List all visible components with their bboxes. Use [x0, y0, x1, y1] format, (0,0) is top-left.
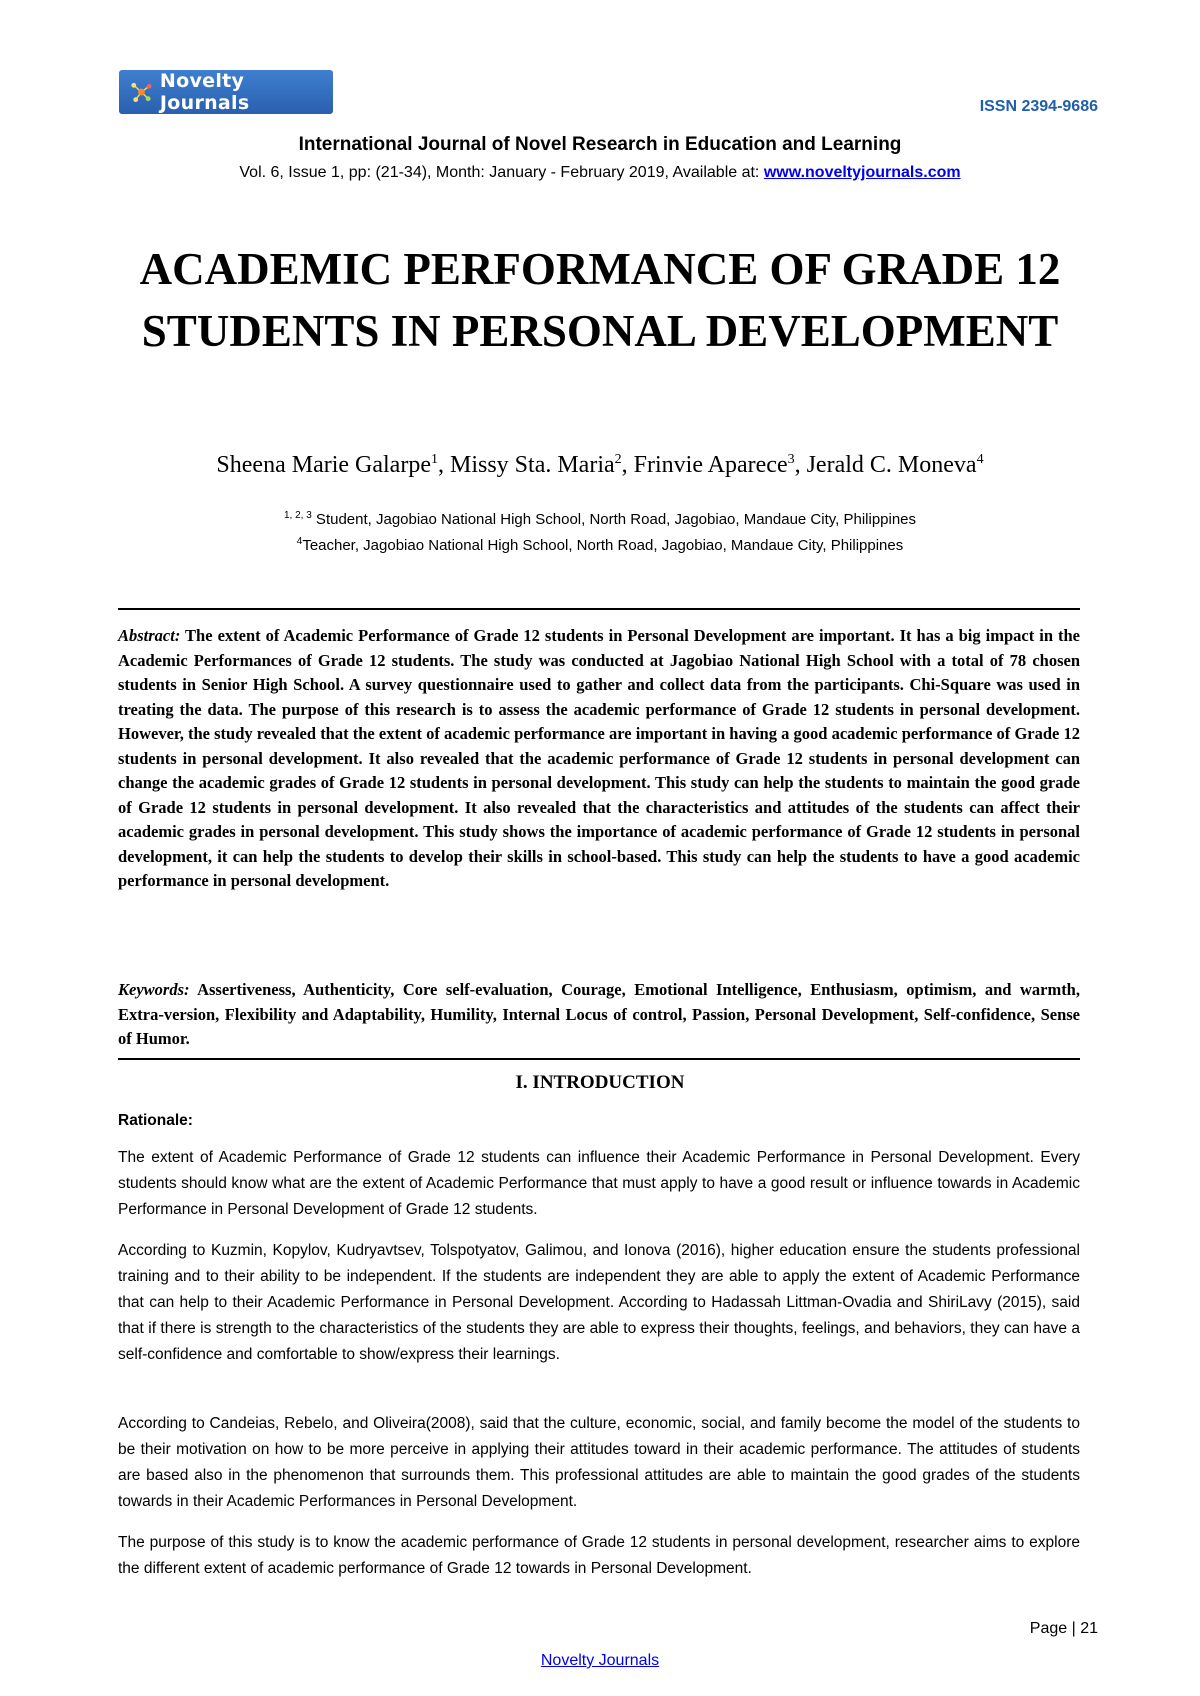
intro-paragraph: According to Candeias, Rebelo, and Oliveira(2008), said that the culture, economic, social, and family become the model of the students to be their motivation on how to be more perceive in applying their attitudes toward in their academic performance. The attitudes of students are based also in the phenomenon that surrounds them. This professional attitudes are able to maintain the good grades of the students towards in their Academic Performances in Personal Development.: [118, 1415, 1080, 1510]
journal-logo: [119, 70, 333, 114]
author-sup: 4: [976, 452, 984, 467]
affiliation-sup: 1, 2, 3: [283, 510, 312, 521]
author-name: Frinvie Aparece: [633, 452, 788, 478]
subheading-rationale: Rationale:: [118, 1112, 193, 1129]
author-name: Sheena Marie Galarpe: [216, 452, 431, 478]
keywords-label: Keywords:: [118, 980, 190, 999]
keywords-text: Assertiveness, Authenticity, Core self-evaluation, Courage, Emotional Intelligence, Enthusiasm, optimism, and warmth, Extra-version, Flexibility and Adaptability, Humility, Internal Locus of control, Passion, Personal Development, Self-confidence, Sense of Humor.: [118, 980, 1080, 1048]
footer: [0, 1652, 1200, 1670]
abstract-text: The extent of Academic Performance of Grade 12 students in Personal Development are important. It has a big impact in the Academic Performances of Grade 12 students. The study was conducted at Jagobiao National High School with a total of 78 chosen students in Senior High School. A survey questionnaire used to gather and collect data from the participants. Chi-Square was used in treating the data. The purpose of this research is to assess the academic performance of Grade 12 students in personal development. However, the study revealed that the extent of academic performance are important in having a good academic performance of Grade 12 students in personal development. It also revealed that the academic performance of Grade 12 students in personal development can change the academic grades of Grade 12 students in personal development. This study can help the students to maintain the good grade of Grade 12 students in personal development. It also revealed that the characteristics and attitudes of the students can affect their academic grades in personal development. This study shows the importance of academic performance of Grade 12 students in personal development, it can help the students to develop their skills in school-based. This study can help the students to have a good academic performance in personal development.: [118, 626, 1080, 890]
journal-info-text: Vol. 6, Issue 1, pp: (21-34), Month: January - February 2019, Available at:: [239, 164, 764, 181]
journal-url-link[interactable]: www.noveltyjournals.com: [763, 164, 961, 181]
section-heading-introduction: I. INTRODUCTION: [515, 1072, 685, 1093]
author-separator: ,: [437, 452, 450, 478]
author-sup: 1: [430, 452, 438, 467]
issn-label: ISSN 2394-9686: [979, 98, 1098, 115]
abstract-bottom-rule: [118, 1058, 1080, 1060]
abstract-label: Abstract:: [118, 626, 181, 645]
intro-paragraph: The purpose of this study is to know the academic performance of Grade 12 students in personal development, researcher aims to explore the different extent of academic performance of Grade 12 towards in Personal Development.: [118, 1534, 1080, 1577]
author-name: Jerald C. Moneva: [806, 452, 977, 478]
affiliation-sup: 4: [296, 536, 303, 547]
author-sup: 3: [787, 452, 795, 467]
intro-paragraph: The extent of Academic Performance of Grade 12 students can influence their Academic Performance in Personal Development. Every students should know what are the extent of Academic Performance that must apply to have a good result or influence towards in Academic Performance in Personal Development of Grade 12 students.: [118, 1149, 1080, 1218]
molecule-icon: [129, 79, 154, 105]
journal-info: [0, 164, 1200, 182]
abstract-top-rule: [118, 608, 1080, 610]
paper-title: ACADEMIC PERFORMANCE OF GRADE 12 STUDENTS IN PERSONAL DEVELOPMENT: [139, 244, 1061, 356]
author-separator: ,: [794, 452, 807, 478]
author-name: Missy Sta. Maria: [449, 452, 615, 478]
author-sup: 2: [614, 452, 622, 467]
logo-text: Novelty Journals: [159, 70, 250, 114]
affiliation-text: Student, Jagobiao National High School, North Road, Jagobiao, Mandaue City, Philippines: [311, 511, 917, 528]
intro-paragraph: According to Kuzmin, Kopylov, Kudryavtsev, Tolspotyatov, Galimou, and Ionova (2016), higher education ensure the students professional training and to their ability to be independent. If the students are independent they are able to apply the extent of Academic Performance that can help to their Academic Performance in Personal Development. According to Hadassah Littman-Ovadia and ShiriLavy (2015), said that if there is strength to the characteristics of the students they are able to express their thoughts, feelings, and behaviors, they can have a self-confidence and comfortable to show/express their learnings.: [118, 1242, 1080, 1363]
keywords: [118, 978, 1080, 1052]
affiliation-text: Teacher, Jagobiao National High School, North Road, Jagobiao, Mandaue City, Philippines: [302, 537, 904, 554]
journal-title: International Journal of Novel Research in Education and Learning: [298, 134, 902, 155]
page-number: Page | 21: [1029, 1620, 1098, 1637]
author-list: [0, 452, 1200, 479]
affiliation-teacher: [0, 536, 1200, 554]
author-separator: ,: [621, 452, 634, 478]
footer-link[interactable]: Novelty Journals: [540, 1652, 660, 1669]
affiliation-students: [0, 510, 1200, 528]
abstract: [118, 624, 1080, 894]
